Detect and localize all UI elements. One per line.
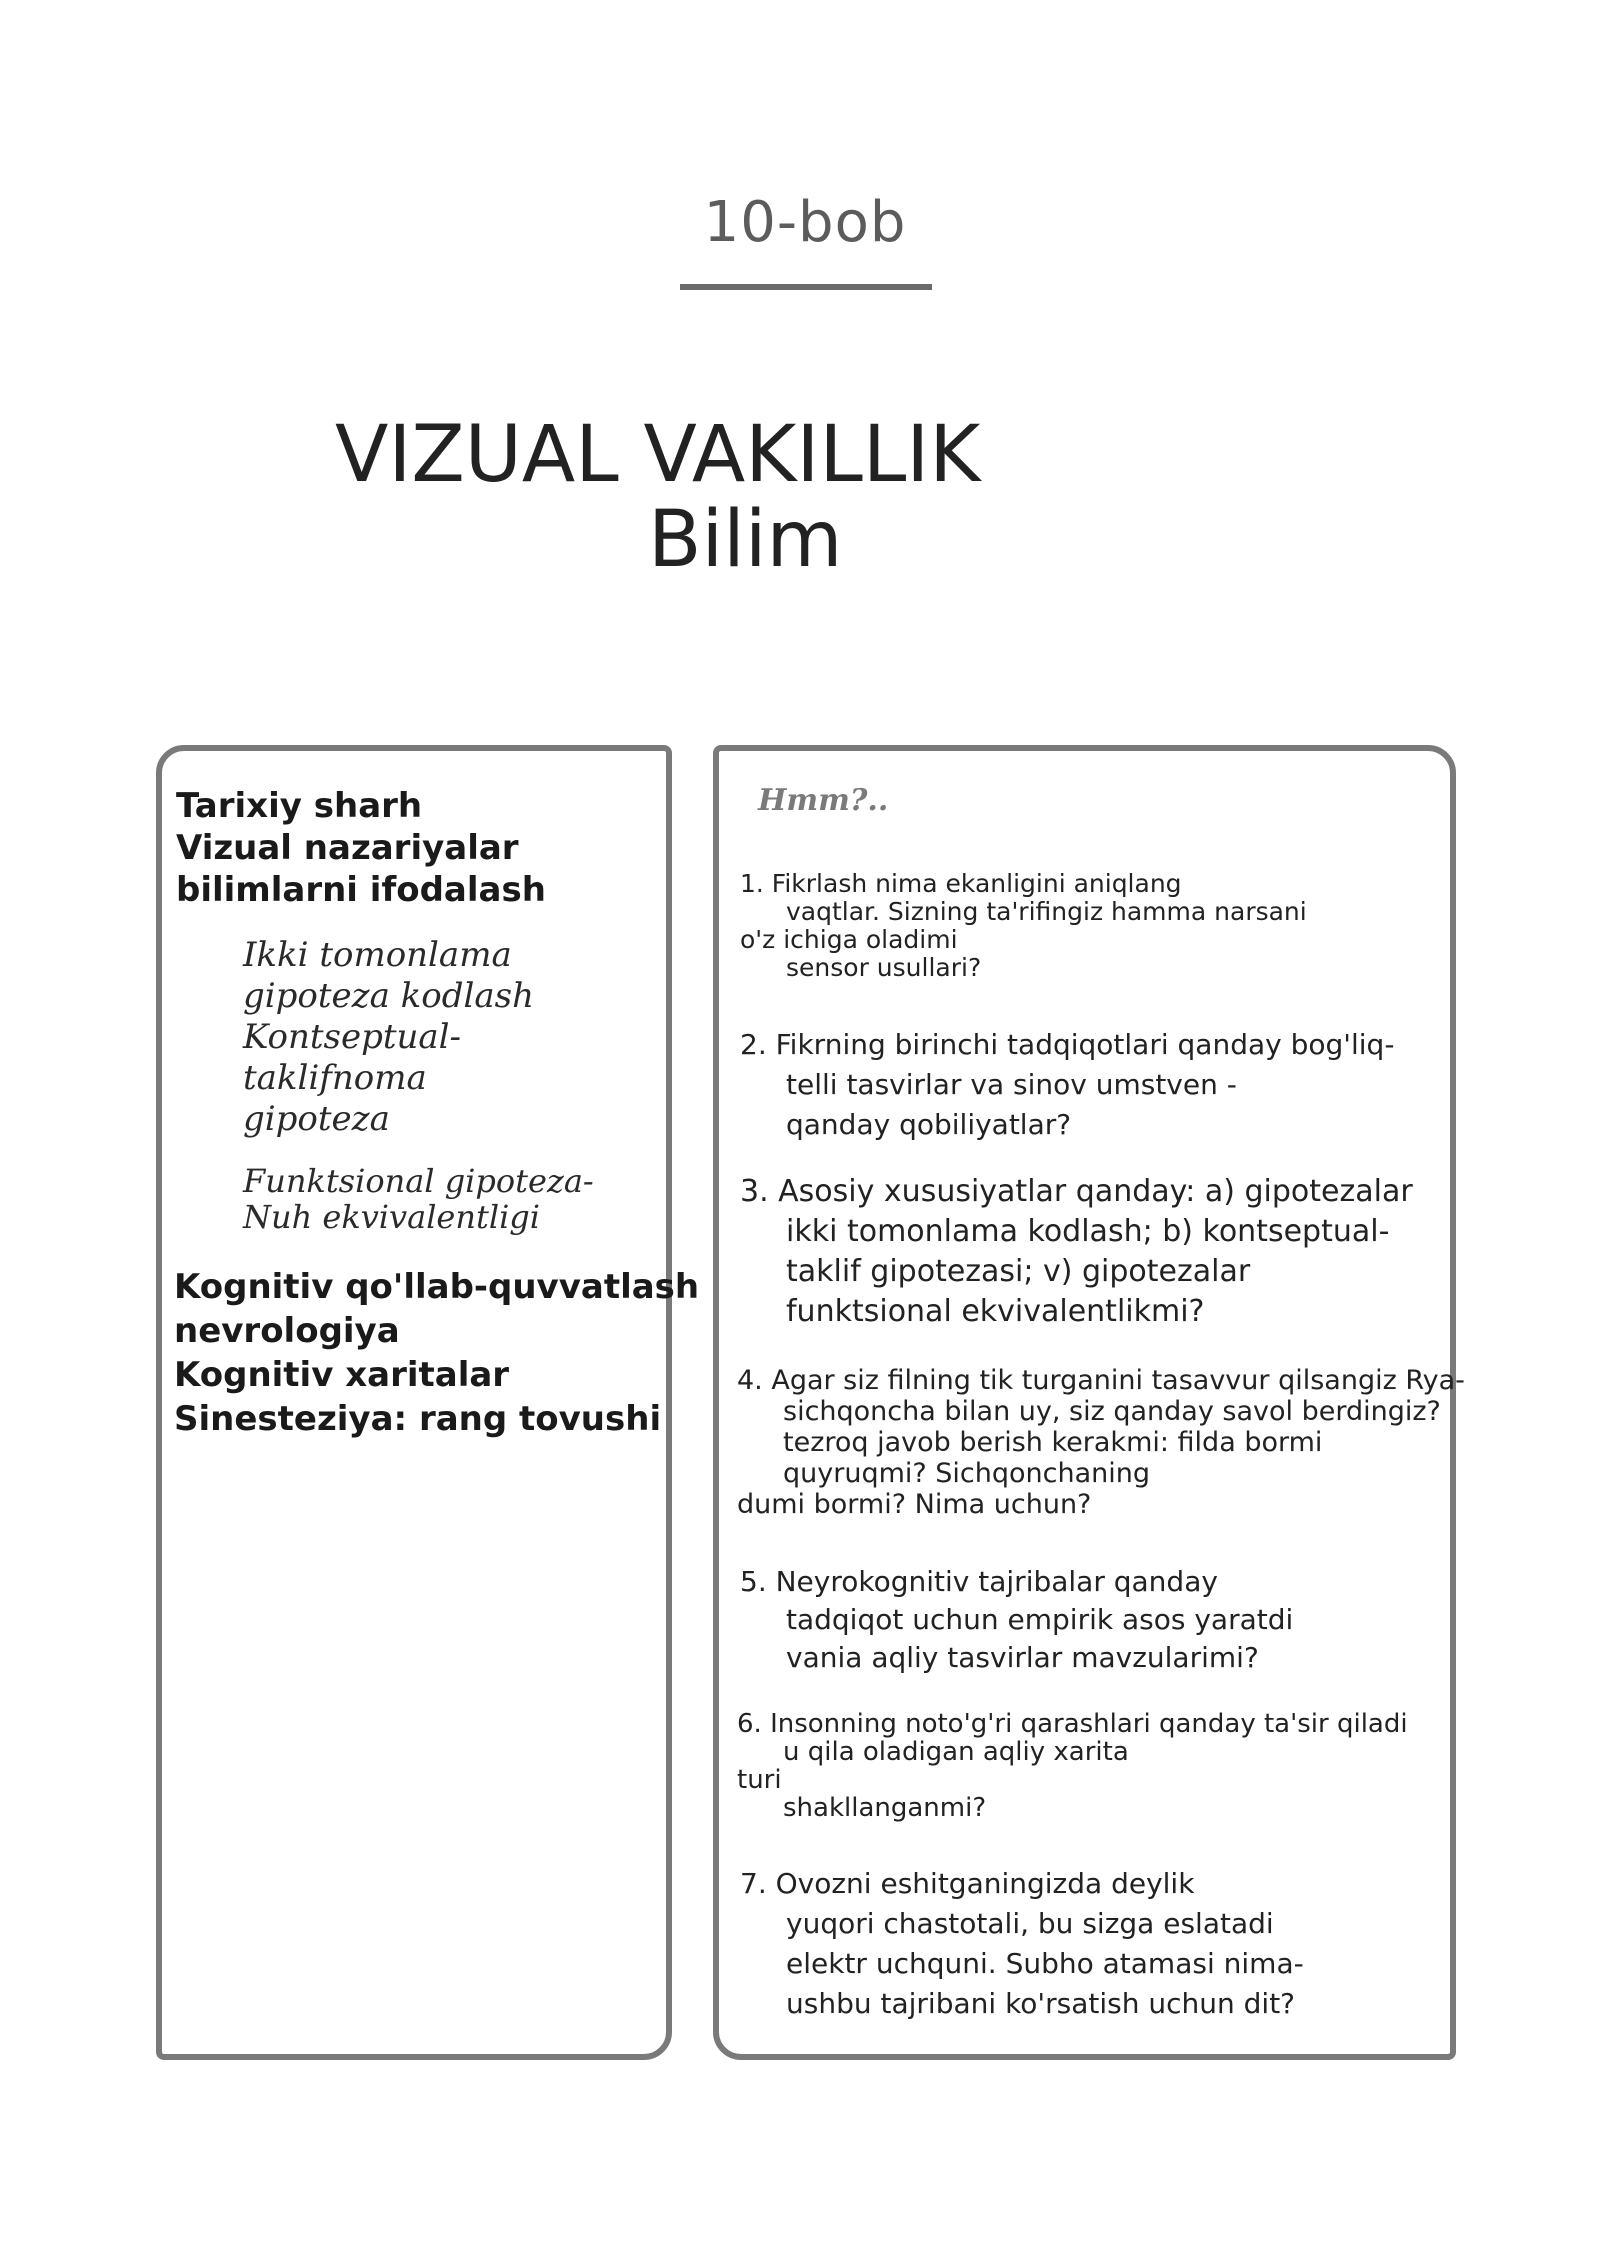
question-line: 5. Neyrokognitiv tajribalar qanday [740, 1565, 1218, 1598]
question-line: qanday qobiliyatlar? [786, 1108, 1072, 1141]
outline-item: bilimlarni ifodalash [176, 870, 546, 910]
outline-subitem: Kontseptual- [243, 1017, 462, 1057]
question-line: 6. Insonning noto'g'ri qarashlari qanday ta'sir qiladi [737, 1709, 1408, 1739]
outline-item: nevrologiya [174, 1311, 400, 1351]
chapter-label: 10-bob [703, 190, 907, 255]
question-line: tezroq javob berish kerakmi: filda bormi [783, 1427, 1323, 1458]
question-line: yuqori chastotali, bu sizga eslatadi [786, 1907, 1274, 1940]
question-line: taklif gipotezasi; v) gipotezalar [786, 1254, 1251, 1289]
question-4 [737, 1365, 1465, 1520]
outline-item: Sinesteziya: rang tovushi [174, 1399, 662, 1439]
question-5 [740, 1563, 1293, 1677]
outline-subitem: taklifnoma [243, 1058, 427, 1098]
question-line: quyruqmi? Sichqonchaning [783, 1458, 1151, 1489]
question-line: 3. Asosiy xususiyatlar qanday: a) gipotezalar [740, 1174, 1413, 1209]
question-line: telli tasvirlar va sinov umstven - [786, 1068, 1237, 1101]
outline-subgroup-1 [243, 935, 663, 1140]
question-1 [740, 870, 1307, 982]
questions-heading: Hmm?.. [758, 783, 889, 818]
question-line: sensor usullari? [786, 953, 982, 982]
outline-group-1 [176, 785, 666, 911]
question-line: ikki tomonlama kodlash; b) kontseptual- [786, 1214, 1390, 1249]
question-line: sichqoncha bilan uy, siz qanday savol berdingiz? [783, 1396, 1441, 1427]
outline-subitem: Funktsional gipoteza- [243, 1162, 594, 1200]
chapter-title-line1: VIZUAL VAKILLIK [335, 410, 981, 500]
outline-item: Kognitiv qo'llab-quvvatlash [174, 1267, 700, 1307]
outline-item: Kognitiv xaritalar [174, 1355, 510, 1395]
question-line: 4. Agar siz filning tik turganini tasavvur qilsangiz Rya- [737, 1365, 1465, 1396]
question-line: ushbu tajribani ko'rsatish uchun dit? [786, 1987, 1296, 2020]
question-line: 7. Ovozni eshitganingizda deylik [740, 1867, 1195, 1900]
outline-item: Tarixiy sharh [176, 786, 423, 826]
question-line: vania aqliy tasvirlar mavzularimi? [786, 1641, 1259, 1674]
outline-item: Vizual nazariyalar [176, 828, 519, 868]
question-line: dumi bormi? Nima uchun? [737, 1489, 1092, 1520]
question-line: o'z ichiga oladimi [740, 925, 958, 954]
question-line: u qila oladigan aqliy xarita [783, 1737, 1129, 1767]
outline-subitem: gipoteza [243, 1099, 390, 1139]
question-line: 2. Fikrning birinchi tadqiqotlari qanday bog'liq- [740, 1028, 1395, 1061]
chapter-divider [680, 284, 932, 290]
chapter-title-line2: Bilim [648, 495, 843, 585]
outline-subitem: Nuh ekvivalentligi [243, 1198, 541, 1236]
question-line: tadqiqot uchun empirik asos yaratdi [786, 1603, 1294, 1636]
question-line: 1. Fikrlash nima ekanligini aniqlang [740, 869, 1182, 898]
question-6 [737, 1710, 1408, 1822]
question-2 [740, 1025, 1394, 1145]
question-line: vaqtlar. Sizning ta'rifingiz hamma narsani [786, 897, 1307, 926]
question-3 [740, 1172, 1413, 1332]
question-line: elektr uchquni. Subho atamasi nima- [786, 1947, 1304, 1980]
outline-subitem: gipoteza kodlash [243, 976, 534, 1016]
outline-subitem: Ikki tomonlama [243, 935, 512, 975]
question-line: shakllanganmi? [783, 1793, 987, 1823]
outline-group-2 [174, 1265, 700, 1441]
question-line: funktsional ekvivalentlikmi? [786, 1294, 1205, 1329]
question-line: turi [737, 1765, 782, 1795]
outline-subgroup-2 [243, 1163, 663, 1235]
question-7 [740, 1864, 1304, 2024]
